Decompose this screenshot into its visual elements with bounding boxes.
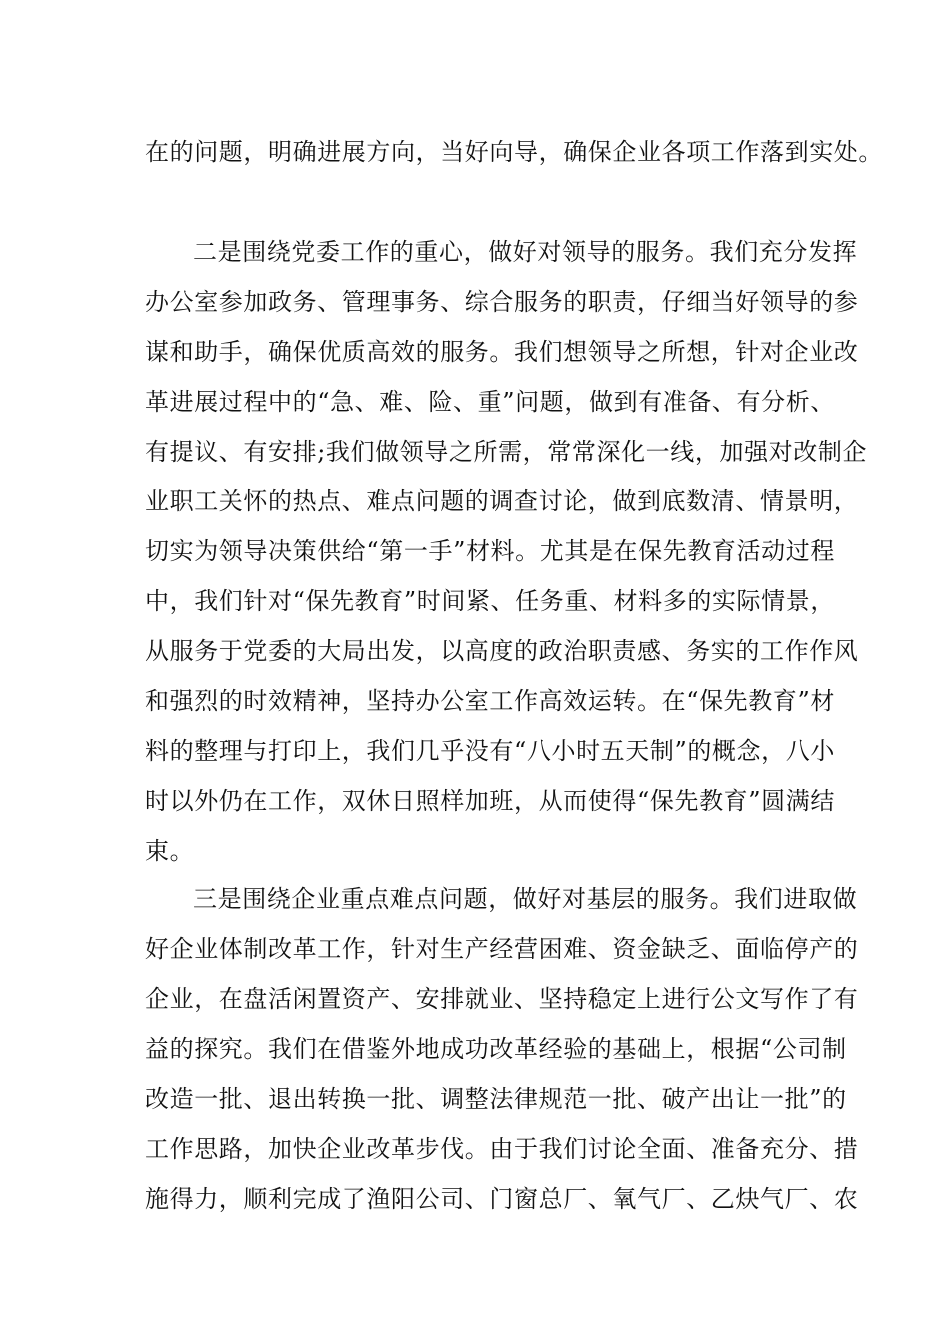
text-line: 在的问题，明确进展方向，当好向导，确保企业各项工作落到实处。 <box>145 138 883 166</box>
text-line: 益的探究。我们在借鉴外地成功改革经验的基础上，根据“公司制 <box>145 1035 847 1063</box>
text-line: 企业，在盘活闲置资产、安排就业、坚持稳定上进行公文写作了有 <box>145 985 859 1013</box>
text-line: 好企业体制改革工作，针对生产经营困难、资金缺乏、面临停产的 <box>145 935 859 963</box>
text-line: 中，我们针对“保先教育”时间紧、任务重、材料多的实际情景， <box>145 587 835 615</box>
text-line: 料的整理与打印上，我们几乎没有“八小时五天制”的概念，八小 <box>145 737 835 765</box>
text-line: 从服务于党委的大局出发，以高度的政治职责感、务实的工作作风 <box>145 637 859 665</box>
text-line: 束。 <box>145 837 195 865</box>
text-line: 改造一批、退出转换一批、调整法律规范一批、破产出让一批”的 <box>145 1085 847 1113</box>
text-line: 三是围绕企业重点难点问题，做好对基层的服务。我们进取做 <box>193 885 858 913</box>
text-line: 时以外仍在工作，双休日照样加班，从而使得“保先教育”圆满结 <box>145 787 835 815</box>
text-line: 和强烈的时效精神，坚持办公室工作高效运转。在“保先教育”材 <box>145 687 835 715</box>
text-line: 有提议、有安排;我们做领导之所需，常常深化一线，加强对改制企 <box>145 438 868 466</box>
text-line: 革进展过程中的“急、难、险、重”问题，做到有准备、有分析、 <box>145 388 835 416</box>
text-line: 工作思路，加快企业改革步伐。由于我们讨论全面、准备充分、措 <box>145 1135 859 1163</box>
text-line: 业职工关怀的热点、难点问题的调查讨论，做到底数清、情景明， <box>145 487 859 515</box>
text-line: 办公室参加政务、管理事务、综合服务的职责，仔细当好领导的参 <box>145 288 859 316</box>
text-line: 二是围绕党委工作的重心，做好对领导的服务。我们充分发挥 <box>193 238 858 266</box>
text-line: 谋和助手，确保优质高效的服务。我们想领导之所想，针对企业改 <box>145 338 859 366</box>
text-line: 施得力，顺利完成了渔阳公司、门窗总厂、氧气厂、乙炔气厂、农 <box>145 1185 859 1213</box>
text-line: 切实为领导决策供给“第一手”材料。尤其是在保先教育活动过程 <box>145 537 835 565</box>
